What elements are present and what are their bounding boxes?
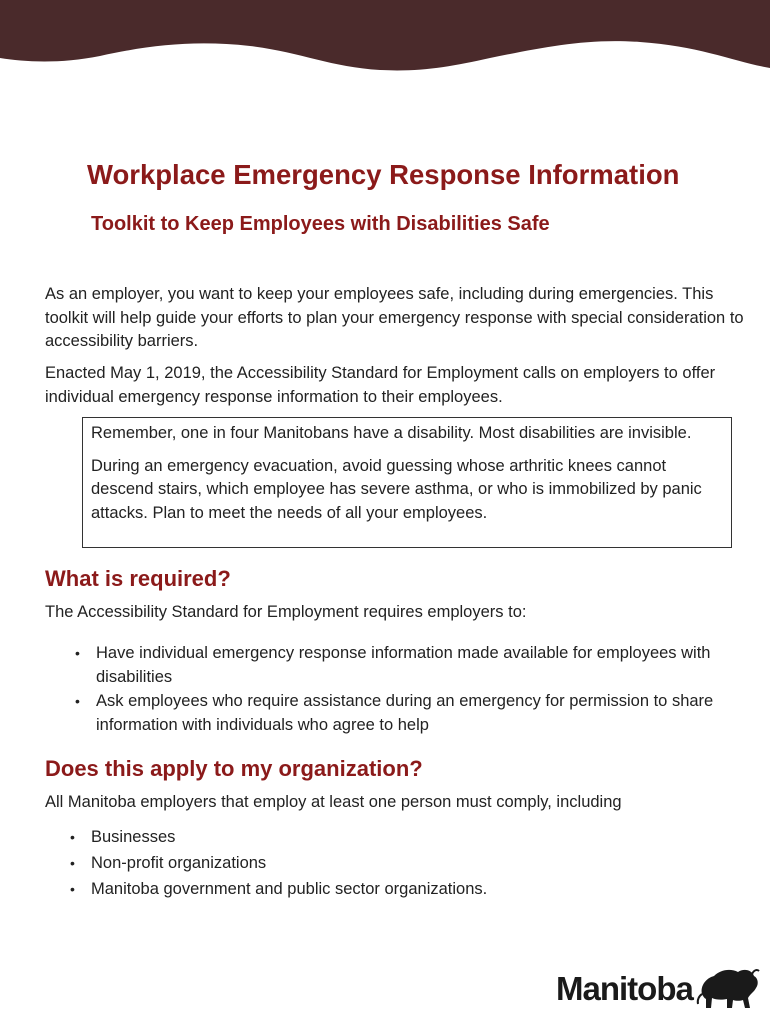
applies-list — [70, 824, 691, 902]
header-wave-band — [0, 0, 770, 95]
list-item — [75, 689, 736, 737]
bullet-icon: • — [70, 881, 75, 897]
list-item-text: Have individual emergency response information made available for employees with disabilities — [96, 644, 711, 686]
bullet-icon: • — [75, 693, 80, 709]
page-title: Workplace Emergency Response Information — [87, 159, 680, 190]
list-item — [70, 876, 691, 902]
list-item-text: Manitoba government and public sector organizations. — [91, 880, 488, 898]
applies-lead: All Manitoba employers that employ at least one person must comply, including — [45, 793, 622, 811]
logo-wordmark: Manitoba — [556, 970, 693, 1007]
required-lead: The Accessibility Standard for Employment requires employers to: — [45, 603, 527, 621]
manitoba-logo — [556, 964, 761, 1014]
callout-box — [82, 417, 732, 548]
list-item-text: Ask employees who require assistance during an emergency for permission to share information with individuals who agree to help — [96, 692, 714, 734]
required-list — [75, 641, 736, 737]
bison-icon — [696, 964, 761, 1012]
list-item-text: Non-profit organizations — [91, 854, 267, 872]
page-subtitle: Toolkit to Keep Employees with Disabilities Safe — [91, 213, 550, 235]
bullet-icon: • — [75, 645, 80, 661]
list-item — [70, 850, 691, 876]
intro-paragraph-2: Enacted May 1, 2019, the Accessibility Standard for Employment calls on employers to offer individual emergency response information to their employees. — [45, 364, 716, 406]
bullet-icon: • — [70, 855, 75, 871]
section-heading-applies: Does this apply to my organization? — [45, 756, 423, 781]
bullet-icon: • — [70, 829, 75, 845]
section-heading-required: What is required? — [45, 566, 231, 591]
callout-paragraph-2: During an emergency evacuation, avoid guessing whose arthritic knees cannot descend stairs, which employee has severe asthma, or who is immobilized by panic attacks. Plan to meet the needs of all your employees. — [91, 456, 702, 522]
list-item-text: Businesses — [91, 828, 176, 846]
list-item — [70, 824, 691, 850]
list-item — [75, 641, 736, 689]
intro-paragraph-1: As an employer, you want to keep your employees safe, including during emergencies. This toolkit will help guide your efforts to plan your emergency response with special consideration to accessibility barriers. — [45, 285, 744, 350]
callout-paragraph-1: Remember, one in four Manitobans have a disability. Most disabilities are invisible. — [91, 424, 692, 442]
